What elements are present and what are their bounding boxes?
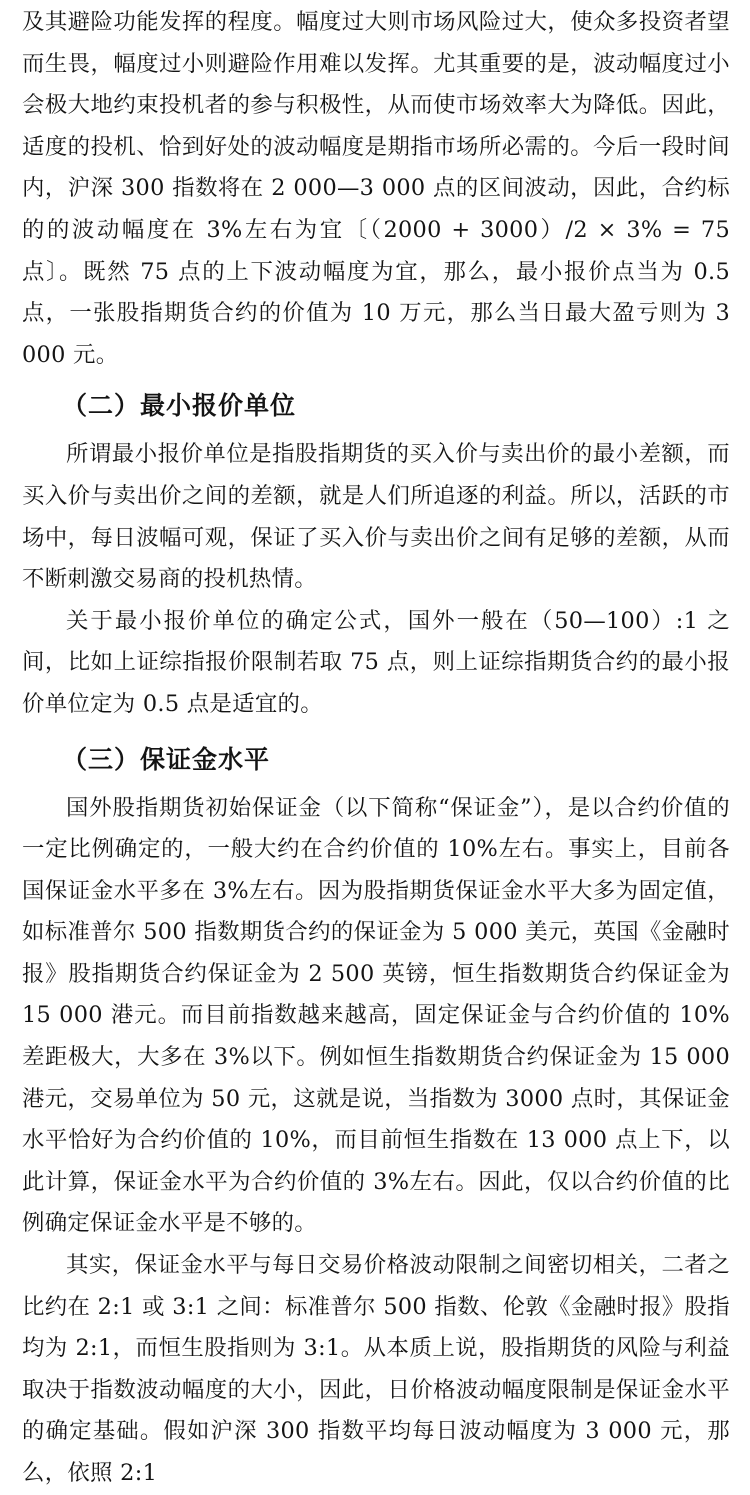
document-page — [22, 0, 730, 1495]
body-paragraph: 其实，保证金水平与每日交易价格波动限制之间密切相关，二者之比约在 2:1 或 3:1 之间：标准普尔 500 指数、伦敦《金融时报》股指均为 2:1，而恒生股指则为 3:1。从本质上说，股指期货的风险与利益取决于指数波动幅度的大小，因此，日价格波动幅度限制是保证金水平的确定基础。假如沪深 300 指数平均每日波动幅度为 3 000 元，那么，依照 2:1 — [22, 1252, 730, 1486]
body-paragraph: 及其避险功能发挥的程度。幅度过大则市场风险过大，使众多投资者望而生畏，幅度过小则避险作用难以发挥。尤其重要的是，波动幅度过小会极大地约束投机者的参与积极性，从而使市场效率大为降低。因此，适度的投机、恰到好处的波动幅度是期指市场所必需的。今后一段时间内，沪深 300 指数将在 2 000—3 000 点的区间波动，因此，合约标的的波动幅度在 3%左右为宜〔（2000 + 3000）/2 × 3% = 75 点〕。既然 75 点的上下波动幅度为宜，那么，最小报价点当为 0.5 点，一张股指期货合约的价值为 10 万元，那么当日最大盈亏则为 3 000 元。 — [22, 9, 730, 368]
section-heading: （三）保证金水平 — [62, 744, 271, 774]
body-paragraph: 国外股指期货初始保证金（以下简称“保证金”），是以合约价值的一定比例确定的，一般大约在合约价值的 10%左右。事实上，目前各国保证金水平多在 3%左右。因为股指期货保证金水平大多为固定值，如标准普尔 500 指数期货合约的保证金为 5 000 美元，英国《金融时报》股指期货合约保证金为 2 500 英镑，恒生指数期货合约保证金为 15 000 港元。而目前指数越来越高，固定保证金与合约价值的 10%差距极大，大多在 3%以下。例如恒生指数期货合约保证金为 15 000 港元，交易单位为 50 元，这就是说，当指数为 3000 点时，其保证金水平恰好为合约价值的 10%，而目前恒生指数在 13 000 点上下，以此计算，保证金水平为合约价值的 3%左右。因此，仅以合约价值的比例确定保证金水平是不够的。 — [22, 794, 730, 1237]
body-paragraph: 所谓最小报价单位是指股指期货的买入价与卖出价的最小差额，而买入价与卖出价之间的差额，就是人们所追逐的利益。所以，活跃的市场中，每日波幅可观，保证了买入价与卖出价之间有足够的差额，从而不断刺激交易商的投机热情。 — [22, 441, 730, 593]
body-paragraph: 关于最小报价单位的确定公式，国外一般在（50—100）:1 之间，比如上证综指报价限制若取 75 点，则上证综指期货合约的最小报价单位定为 0.5 点是适宜的。 — [22, 607, 730, 717]
section-heading: （二）最小报价单位 — [62, 391, 297, 421]
